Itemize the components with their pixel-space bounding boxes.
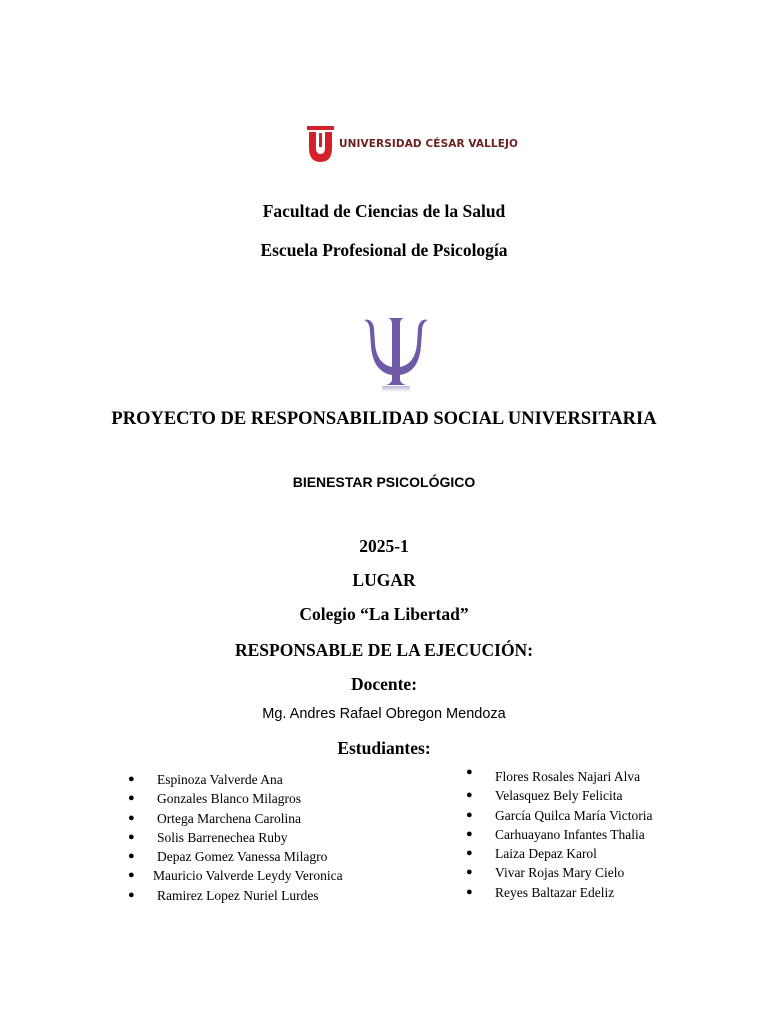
bullet-icon: ●: [128, 830, 135, 843]
bullet-icon: ●: [466, 866, 473, 879]
place-value: Colegio “La Libertad”: [299, 604, 469, 624]
bullet-icon: ●: [466, 885, 473, 898]
bullet-icon: ●: [466, 808, 473, 821]
project-period: 2025-1: [359, 536, 409, 556]
university-logo-text: UNIVERSIDAD CÉSAR VALLEJO: [339, 138, 519, 150]
bullet-icon: ●: [128, 811, 135, 824]
bullet-icon: ●: [128, 850, 135, 863]
bullet-icon: ●: [128, 869, 135, 882]
bullet-icon: ●: [466, 827, 473, 840]
bullet-icon: ●: [128, 773, 135, 785]
teacher-label: Docente:: [350, 674, 418, 694]
bullet-icon: ●: [128, 792, 135, 805]
project-theme: BIENESTAR PSICOLÓGICO: [292, 474, 476, 490]
school-heading: Escuela Profesional de Psicología: [260, 240, 508, 260]
responsible-label: RESPONSABLE DE LA EJECUCIÓN:: [234, 640, 534, 660]
bullet-icon: ●: [466, 847, 473, 860]
teacher-name: Mg. Andres Rafael Obregon Mendoza: [262, 706, 506, 722]
university-logo: [307, 126, 518, 162]
students-label: Estudiantes:: [337, 738, 431, 758]
psi-symbol-icon: [360, 314, 432, 394]
bullet-icon: ●: [466, 766, 473, 778]
bullet-icon: ●: [128, 888, 135, 901]
project-title: PROYECTO DE RESPONSABILIDAD SOCIAL UNIVERSITARIA: [111, 409, 657, 429]
bullet-icon: ●: [466, 789, 473, 802]
ucv-logo-icon: [307, 126, 334, 162]
place-label: LUGAR: [352, 570, 416, 590]
faculty-heading: Facultad de Ciencias de la Salud: [262, 201, 506, 221]
